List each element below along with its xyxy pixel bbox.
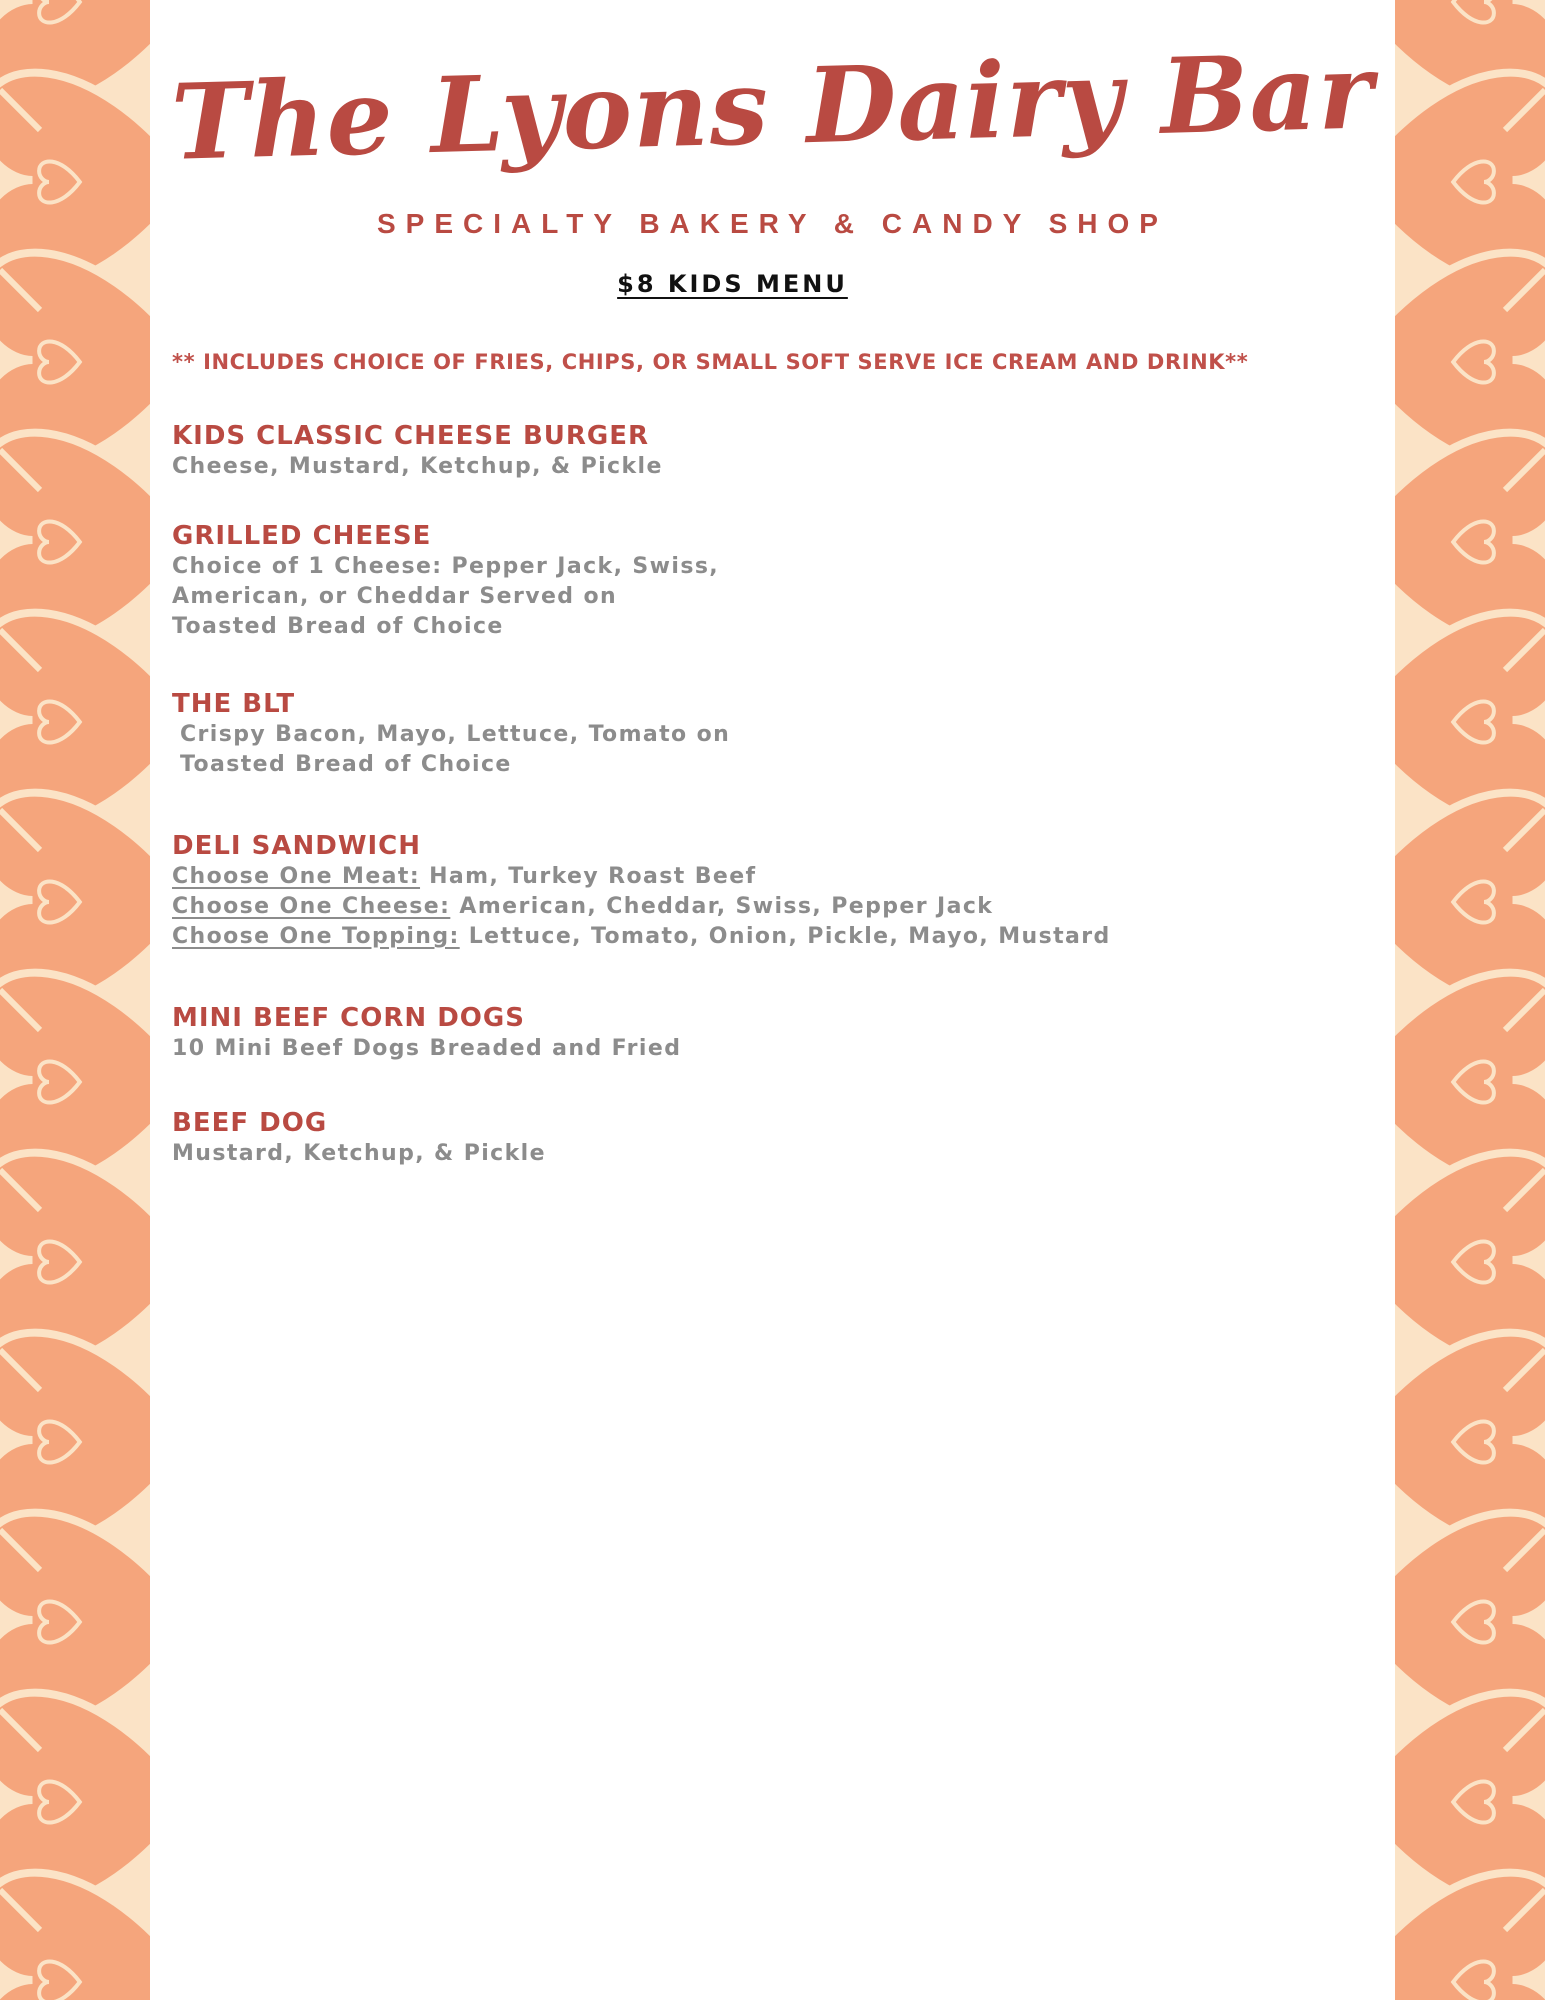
item-description: Choice of 1 Cheese: Pepper Jack, Swiss, bbox=[172, 554, 720, 579]
restaurant-subtitle: SPECIALTY BAKERY & CANDY SHOP bbox=[377, 208, 1168, 239]
option-label: Choose One Meat: bbox=[172, 864, 421, 889]
deli-option-meat bbox=[172, 862, 1111, 892]
deli-option-cheese bbox=[172, 892, 1111, 922]
menu-heading-text: $8 KIDS MENU bbox=[617, 270, 848, 298]
right-heart-border bbox=[1395, 0, 1545, 2000]
menu-item-blt bbox=[172, 688, 730, 780]
option-label: Choose One Cheese: bbox=[172, 894, 451, 919]
option-value: Lettuce, Tomato, Onion, Pickle, Mayo, Mustard bbox=[468, 924, 1111, 949]
left-heart-border bbox=[0, 0, 150, 2000]
menu-item-grilled-cheese bbox=[172, 520, 719, 642]
item-description: Mustard, Ketchup, & Pickle bbox=[172, 1141, 546, 1166]
item-description: Toasted Bread of Choice bbox=[180, 752, 512, 777]
item-name: BEEF DOG bbox=[172, 1108, 328, 1138]
option-value: Ham, Turkey Roast Beef bbox=[429, 864, 757, 889]
item-name: DELI SANDWICH bbox=[172, 831, 422, 861]
includes-note: ** INCLUDES CHOICE OF FRIES, CHIPS, OR SMALL SOFT SERVE ICE CREAM AND DRINK** bbox=[172, 350, 1249, 374]
option-label: Choose One Topping: bbox=[172, 924, 460, 949]
item-description: American, or Cheddar Served on bbox=[172, 584, 618, 609]
menu-item-deli-sandwich bbox=[172, 830, 1111, 952]
heart-pattern-right bbox=[1395, 0, 1545, 2000]
item-name: KIDS CLASSIC CHEESE BURGER bbox=[172, 421, 650, 451]
item-description: Crispy Bacon, Mayo, Lettuce, Tomato on bbox=[180, 722, 731, 747]
item-description: 10 Mini Beef Dogs Breaded and Fried bbox=[172, 1036, 682, 1061]
item-name: THE BLT bbox=[172, 689, 296, 719]
heart-pattern-left bbox=[0, 0, 150, 2000]
deli-option-topping bbox=[172, 922, 1111, 952]
option-value: American, Cheddar, Swiss, Pepper Jack bbox=[459, 894, 994, 919]
item-name: GRILLED CHEESE bbox=[172, 521, 432, 551]
menu-heading bbox=[0, 270, 1465, 298]
menu-item-mini-corn-dogs bbox=[172, 1002, 681, 1064]
item-description: Cheese, Mustard, Ketchup, & Pickle bbox=[172, 454, 663, 479]
item-name: MINI BEEF CORN DOGS bbox=[172, 1003, 525, 1033]
menu-item-cheese-burger bbox=[172, 420, 663, 482]
item-description: Toasted Bread of Choice bbox=[172, 614, 504, 639]
restaurant-title: The Lyons Dairy Bar bbox=[169, 29, 1376, 184]
menu-item-beef-dog bbox=[172, 1107, 546, 1169]
